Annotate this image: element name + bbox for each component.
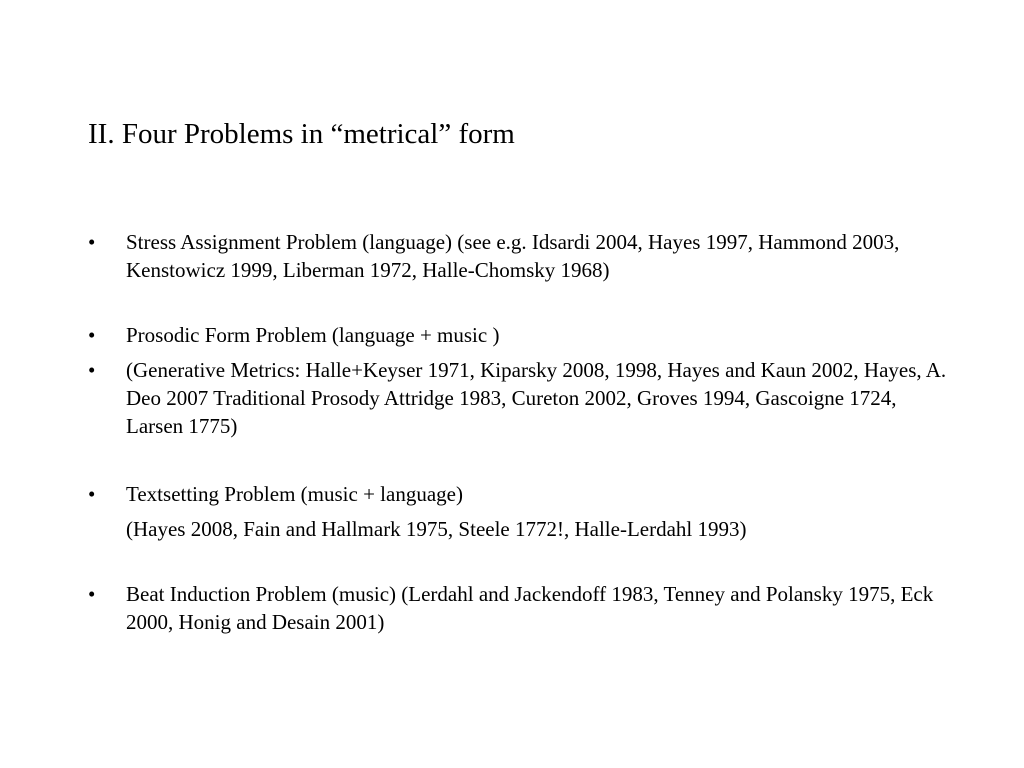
bullet-item-stress-assignment — [88, 228, 948, 284]
bullet-text: Stress Assignment Problem (language) (see e.g. Idsardi 2004, Hayes 1997, Hammond 2003, Kenstowicz 1999, Liberman 1972, Halle-Chomsky 1968) — [126, 230, 900, 282]
bullet-item-textsetting — [88, 480, 948, 508]
bullet-item-beat-induction — [88, 580, 948, 636]
bullet-text: Beat Induction Problem (music) (Lerdahl and Jackendoff 1983, Tenney and Polansky 1975, Eck 2000, Honig and Desain 2001) — [126, 582, 934, 634]
bullet-text: Prosodic Form Problem (language + music ) — [126, 323, 500, 347]
bullet-icon: • — [88, 358, 96, 382]
bullet-text: (Generative Metrics: Halle+Keyser 1971, Kiparsky 2008, 1998, Hayes and Kaun 2002, Hayes, A. Deo 2007 Traditional Prosody Attridge 1983, Cureton 2002, Groves 1994, Gascoigne 1724, Larsen 1775) — [126, 358, 947, 438]
textsetting-references: (Hayes 2008, Fain and Hallmark 1975, Steele 1772!, Halle-Lerdahl 1993) — [126, 517, 747, 541]
bullet-icon: • — [88, 230, 96, 254]
slide-title: II. Four Problems in “metrical” form — [88, 118, 515, 150]
bullet-icon: • — [88, 582, 96, 606]
bullet-item-generative-metrics — [88, 356, 948, 440]
bullet-item-prosodic-form — [88, 321, 948, 349]
bullet-text: Textsetting Problem (music + language) — [126, 482, 463, 506]
bullet-icon: • — [88, 323, 96, 347]
bullet-icon: • — [88, 482, 96, 506]
